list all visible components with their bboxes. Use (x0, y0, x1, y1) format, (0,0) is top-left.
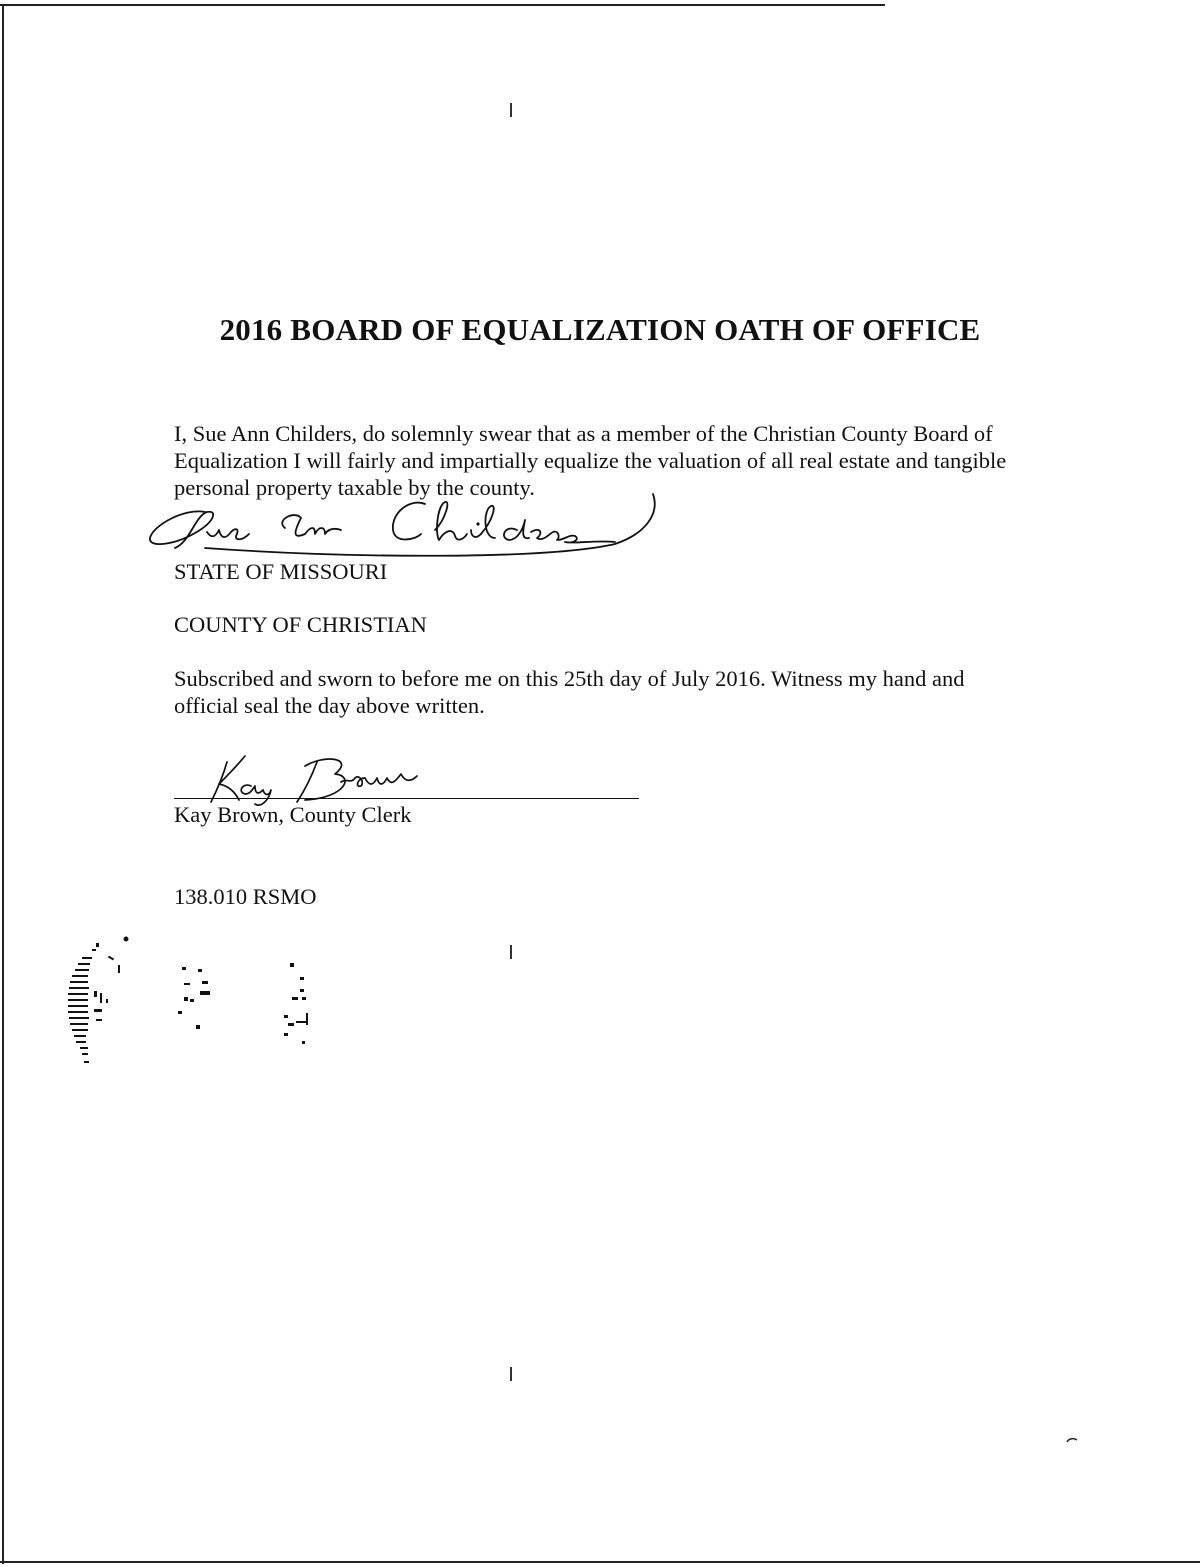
clerk-name-title: Kay Brown, County Clerk (174, 802, 412, 827)
oath-statement: I, Sue Ann Childers, do solemnly swear that as a member of the Christian County Board of Equalization I will fairly and impartially equalize the valuation of all real estate and tangible personal property taxable by the county. (174, 421, 1007, 500)
member-signature (145, 490, 665, 560)
statute-reference: 138.010 RSMO (174, 884, 317, 909)
punch-mark-bottom (510, 1367, 512, 1381)
scan-speck (1066, 1437, 1078, 1443)
clerk-signature-line (174, 798, 639, 799)
jurat-statement: Subscribed and sworn to before me on this 25th day of July 2016. Witness my hand and official seal the day above written. (174, 666, 965, 718)
punch-mark-top (510, 103, 512, 117)
venue-county: COUNTY OF CHRISTIAN (174, 612, 427, 637)
document-title: 2016 BOARD OF EQUALIZATION OATH OF OFFICE (219, 312, 981, 347)
venue-state: STATE OF MISSOURI (174, 559, 388, 584)
punch-mark-middle (510, 945, 512, 959)
scan-border-top (0, 4, 885, 6)
scan-border-left (2, 4, 4, 1564)
scan-border-bottom (0, 1561, 1200, 1563)
county-seal-stamp (60, 935, 320, 1085)
